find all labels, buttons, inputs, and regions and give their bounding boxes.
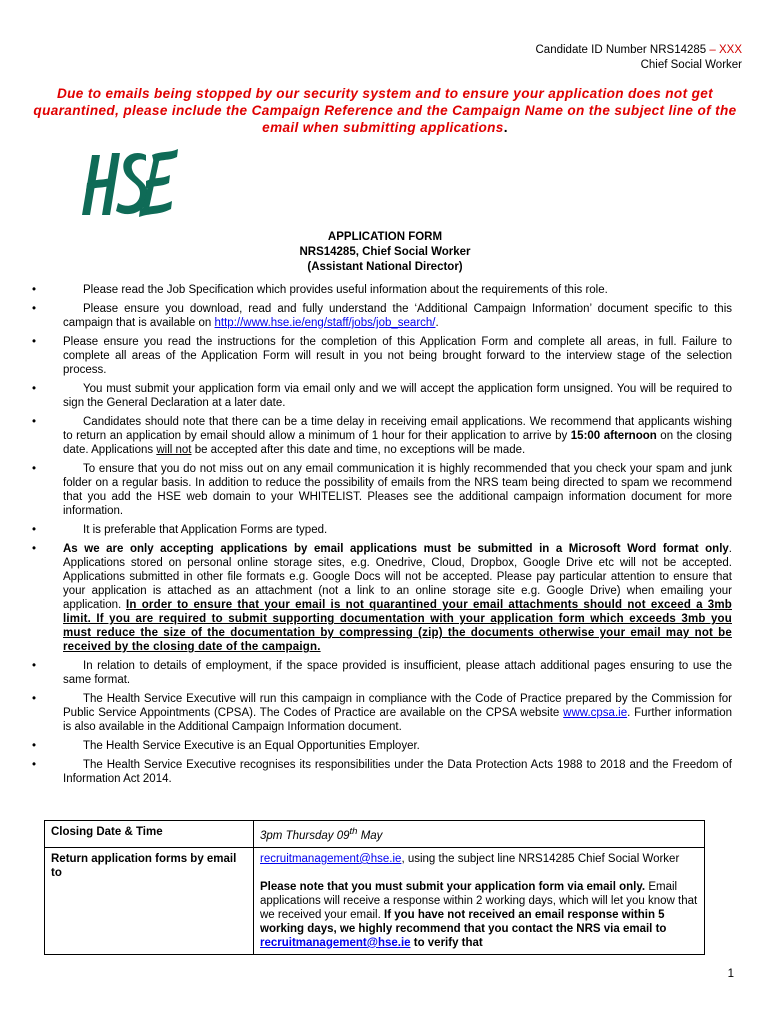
- closing-date-value: 3pm Thursday 09th May: [254, 821, 705, 848]
- list-item: • The Health Service Executive will run this campaign in compliance with the Code of Practice prepared by the Commission for Public Service Appointments (CPSA). The Codes of Practice are available on the CPSA website www.cpsa.ie. Further information is also available in the Additional Campaign Information document.: [32, 693, 732, 733]
- list-item: • You must submit your application form via email only and we will accept the application form unsigned. You will be required to sign the General Declaration at a later date.: [32, 383, 732, 409]
- recruit-email-link-2[interactable]: recruitmanagement@hse.ie: [260, 936, 411, 949]
- list-item: • As we are only accepting applications by email applications must be submitted in a Microsoft Word format only. Applications stored on personal online storage sites, e.g. Onedrive, Cloud, Dropbox, Google Drive etc will not be accepted. Applications submitted in other file formats e.g. Google Docs will not be accepted. Please pay particular attention to ensure that your application is attached as an attachment (not a link to an online storage site e.g. Google Drive) when emailing your application. In order to ensure that your email is not quarantined your email attachments should not exceed a 3mb limit. If you are required to submit supporting documentation with your application form which exceeds 3mb you must reduce the size of the documentation by compressing (zip) the documents otherwise your email may not be received by the closing date of the campaign.: [32, 543, 732, 653]
- return-forms-value: recruitmanagement@hse.ie, using the subject line NRS14285 Chief Social Worker Please note that you must submit your application form via email only. Email applications will receive a response within 2 working days, which will let you know that we received your email. If you have not received an email response within 5 working days, we highly recommend that you contact the NRS via email to recruitmanagement@hse.ie to verify that: [254, 847, 705, 954]
- list-item: • Candidates should note that there can be a time delay in receiving email applications. We recommend that applicants wishing to return an application by email should allow a minimum of 1 hour for their application to arrive by 15:00 afternoon on the closing date. Applications will not be accepted after this date and time, no exceptions will be made.: [32, 416, 732, 456]
- hse-logo-icon: [82, 145, 178, 217]
- closing-date-label: Closing Date & Time: [45, 821, 254, 848]
- table-row: [45, 847, 705, 954]
- list-item: • Please read the Job Specification which provides useful information about the requirements of this role.: [32, 284, 608, 296]
- job-search-link[interactable]: http://www.hse.ie/eng/staff/jobs/job_search/: [214, 317, 436, 329]
- list-item: • The Health Service Executive is an Equal Opportunities Employer.: [32, 740, 420, 752]
- list-item: • The Health Service Executive recognises its responsibilities under the Data Protection Acts 1988 to 2018 and the Freedom of Information Act 2014.: [32, 759, 732, 785]
- table-row: [45, 821, 705, 848]
- page-number: 1: [727, 968, 734, 980]
- email-notice: Due to emails being stopped by our security system and to ensure your application does not get quarantined, please include the Campaign Reference and the Campaign Name on the subject line of the email when submitting applications.: [33, 86, 737, 135]
- candidate-role: Chief Social Worker: [640, 59, 742, 71]
- list-item: • Please ensure you read the instructions for the completion of this Application Form and complete all areas, in full. Failure to complete all areas of the Application Form will result in you not being brought forward to the interview stage of the selection process.: [32, 336, 732, 376]
- cpsa-link[interactable]: www.cpsa.ie: [563, 707, 628, 719]
- list-item: • Please ensure you download, read and fully understand the ‘Additional Campaign Information’ document specific to this campaign that is available on http://www.hse.ie/eng/staff/jobs/job_search/.: [32, 303, 732, 329]
- list-item: • To ensure that you do not miss out on any email communication it is highly recommended that you check your spam and junk folder on a regular basis. In addition to reduce the possibility of emails from the NRS team being directed to spam we recommend that you add the HSE web domain to your WHITELIST. Pleases see the additional campaign information document for more information.: [32, 463, 732, 517]
- list-item: • It is preferable that Application Forms are typed.: [32, 524, 328, 536]
- candidate-id: Candidate ID Number NRS14285 – XXX: [535, 44, 742, 56]
- candidate-header: [536, 43, 743, 73]
- return-forms-label: Return application forms by email to: [45, 847, 254, 954]
- instructions-list: [0, 283, 770, 791]
- recruit-email-link[interactable]: recruitmanagement@hse.ie: [260, 852, 402, 865]
- list-item: • In relation to details of employment, if the space provided is insufficient, please attach additional pages ensuring to use the same format.: [32, 660, 732, 686]
- closing-info-table: [44, 820, 705, 955]
- form-title: APPLICATION FORM NRS14285, Chief Social Worker (Assistant National Director): [299, 231, 471, 273]
